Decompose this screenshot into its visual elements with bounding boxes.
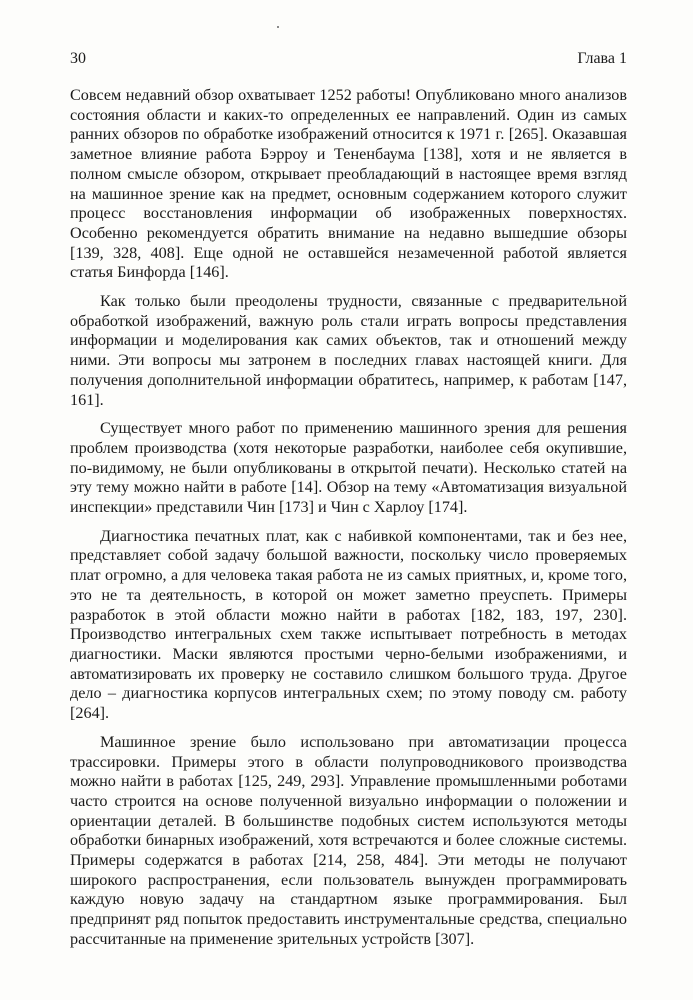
page-number: 30 (70, 50, 86, 67)
paragraph-representation: Как только были преодолены трудности, связанные с предварительной обработкой изображений, важную роль стали играть вопросы представления информации и моделирования как самих объектов, так и отношений между ними. Эти вопросы мы затронем в последних главах настоящей книги. Для получения дополнительной информации обратитесь, например, к работам [147, 161]. (70, 292, 627, 409)
paragraph-industrial-applications: Существует много работ по применению машинного зрения для решения проблем производства (хотя некоторые разработки, наиболее себя окупившие, по-видимому, не были опубликованы в открытой печати). Несколько статей на эту тему можно найти в работе [14]. Обзор на тему «Автоматизация визуальной инспекции» представили Чин [173] и Чин с Харлоу [174]. (70, 419, 627, 517)
body-text (70, 86, 627, 959)
paragraph-surveys: Совсем недавний обзор охватывает 1252 работы! Опубликовано много анализов состояния области и каких-то определенных ее направлений. Один из самых ранних обзоров по обработке изображений относится к 1971 г. [265]. Оказавшая заметное влияние работа Бэрроу и Тененбаума [138], хотя и не является в полном смысле обзором, открывает преобладающий в настоящее время взгляд на машинное зрение как на предмет, основным содержанием которого служит процесс восстановления информации об изображенных поверхностях. Особенно рекомендуется обратить внимание на недавно вышедшие обзоры [139, 328, 408]. Еще одной не оставшейся незамеченной работой является статья Бинфорда [146]. (70, 86, 627, 282)
chapter-running-head: Глава 1 (577, 50, 627, 67)
paragraph-pcb-inspection: Диагностика печатных плат, как с набивкой компонентами, так и без нее, представляет собой задачу большой важности, поскольку число проверяемых плат огромно, а для человека такая работа не из самых приятных, и, кроме того, это не та деятельность, в которой он может заметно преуспеть. Примеры разработок в этой области можно найти в работах [182, 183, 197, 230]. Производство интегральных схем также испытывает потребность в методах диагностики. Маски являются простыми черно-белыми изображениями, и автоматизировать их проверку не составило слишком большого труда. Другое дело – диагностика корпусов интегральных схем; по этому поводу см. работу [264]. (70, 526, 627, 723)
paragraph-robot-guidance: Машинное зрение было использовано при автоматизации процесса трассировки. Примеры этого в области полупроводникового производства можно найти в работах [125, 249, 293]. Управление промышленными роботами часто строится на основе полученной визуально информации о положении и ориентации деталей. В большинстве подобных систем используются методы обработки бинарных изображений, хотя встречаются и более сложные системы. Примеры содержатся в работах [214, 258, 484]. Эти методы не получают широкого распространения, если пользователь вынужден программировать каждую новую задачу на стандартном языке программирования. Был предпринят ряд попыток предоставить инструментальные средства, специально рассчитанные на применение зрительных устройств [307]. (70, 732, 627, 948)
page-header (70, 50, 627, 74)
scan-speck (277, 26, 279, 28)
